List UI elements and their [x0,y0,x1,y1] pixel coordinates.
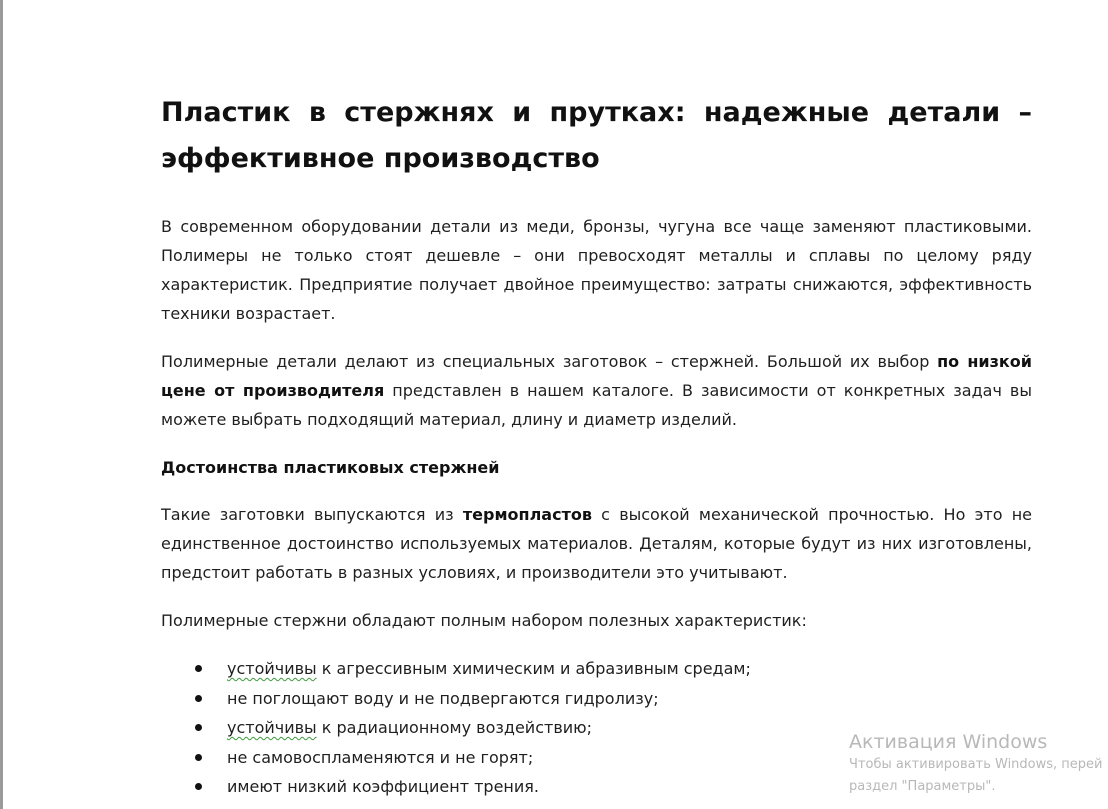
document-title-line-2: эффективное производство [161,143,600,174]
document-title [161,90,1032,182]
list-item-text: к радиационному воздействию; [316,718,592,737]
paragraph-intro: В современном оборудовании детали из меди, бронзы, чугуна все чаще заменяют пластиковыми. Полимеры не только стоят дешевле – они превосходят металлы и сплавы по целому ряду характеристик. Предприятие получает двойное преимущество: затраты снижаются, эффективность техники возрастает. [161,217,1032,323]
paragraph-thermoplastics-bold: термопластов [462,505,592,524]
bullet-icon [195,754,202,761]
list-item [195,654,1032,684]
bullet-icon [195,695,202,702]
list-item [195,684,1032,714]
document-title-line-1: Пластик в стержнях и прутках: надежные детали – [161,97,1032,128]
paragraph-catalog-text-start: Полимерные детали делают из специальных заготовок – стержней. Большой их выбор [161,352,938,371]
spellcheck-word: устойчивы [227,659,317,678]
bullet-icon [195,665,202,672]
paragraph-thermoplastics-text-end: с высокой механической прочностью. Но это не единственное достоинство используемых материалов. Деталям, которые будут из них изготовлены, предстоит работать в разных условиях, и производители это учитывают. [161,505,1033,582]
paragraph-catalog-bold: по низкой цене от производителя [161,352,1032,400]
watermark-line-1: Чтобы активировать Windows, перей [849,757,1103,772]
document-page[interactable] [161,90,1032,802]
paragraph-properties-intro: Полимерные стержни обладают полным набором полезных характеристик: [161,611,807,630]
paragraph-catalog-text-end: представлен в нашем каталоге. В зависимости от конкретных задач вы можете выбрать подходящий материал, длину и диаметр изделий. [161,381,1032,429]
paragraph-thermoplastics-text-start: Такие заготовки выпускаются из [161,505,463,524]
spellcheck-word: устойчивы [227,718,317,737]
list-item-text: имеют низкий коэффициент трения. [227,777,539,796]
paragraph-thermoplastics [161,500,1032,587]
watermark-line-2: раздел "Параметры". [849,779,996,794]
list-item-text: не самовоспламеняются и не горят; [227,747,534,767]
window-left-edge [0,0,3,809]
bullet-icon [195,724,202,731]
watermark-title: Активация Windows [849,731,1048,753]
section-subheading: Достоинства пластиковых стержней [161,458,500,477]
list-item-text: не поглощают воду и не подвергаются гидролизу; [227,688,659,708]
list-item-text: к агрессивным химическим и абразивным средам; [316,659,751,678]
bullet-icon [195,783,202,790]
paragraph-catalog [161,347,1032,434]
windows-activation-watermark [849,730,1108,798]
